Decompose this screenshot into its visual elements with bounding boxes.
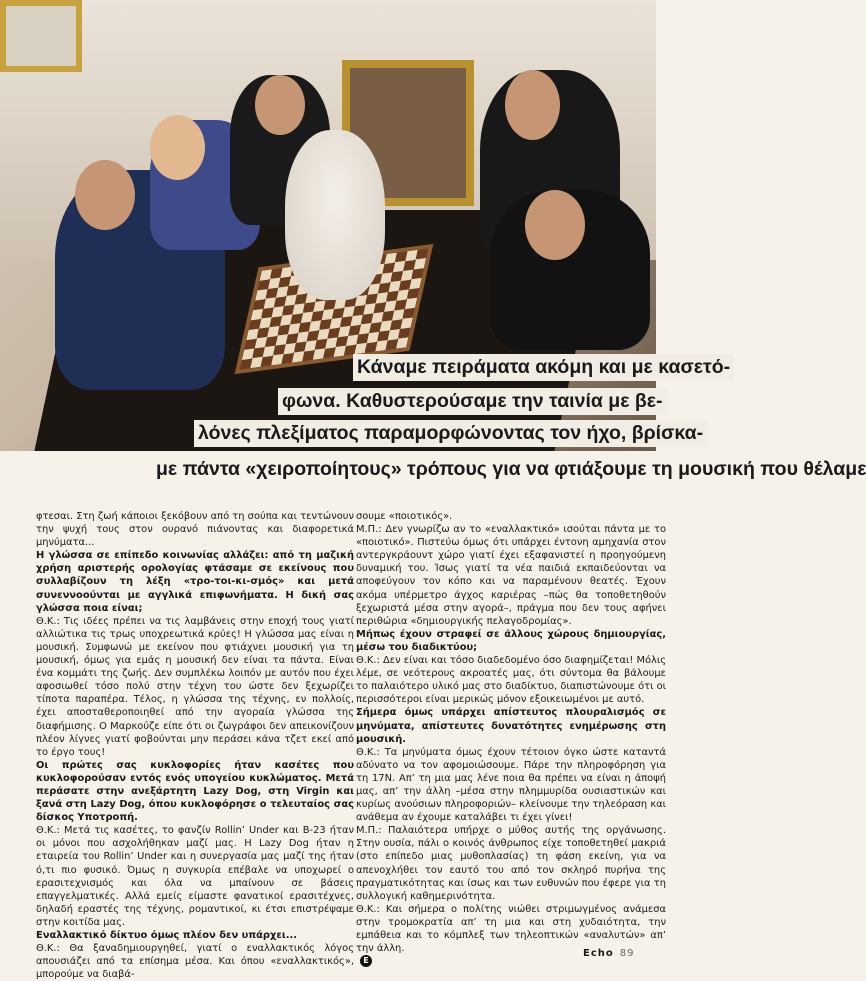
interview-question: Εναλλακτικό δίκτυο όμως πλέον δεν υπάρχει... xyxy=(36,930,297,941)
stuffed-rabbit xyxy=(285,130,385,300)
head-1 xyxy=(75,160,135,230)
framed-picture-corner xyxy=(0,0,82,72)
paragraph: Θ.Κ.: Θα ξαναδημιουργηθεί, γιατί ο εναλλακτικός λόγος απουσιάζει από τα επίσημα μέσα. Και όπου «εναλλακτικός», μπορούμε να διαβά- xyxy=(36,943,354,981)
interview-question: Σήμερα όμως υπάρχει απίστευτος πλουραλισμός σε μηνύματα, απίστευτες δυνατότητες ενημέρωσης στη μουσική. xyxy=(356,707,666,745)
paragraph: Θ.Κ.: Τα μηνύματα όμως έχουν τέτοιον όγκο ώστε καταντά αδύνατο να τον αφομοιώσουμε. Πάρε την πληροφόρηση για τη 17Ν. Απ’ τη μια μας λένε ποια θα πρέπει να είναι η άποψή μας, απ’ την άλλη –μέσα στην πλημμυρίδα ουσιαστικών και κυρίως ανούσιων πληροφοριών– κλείνουμε την τηλεόραση και ανάθεμα αν έχουμε καταλάβει τι έχει γίνει! xyxy=(356,746,666,824)
interview-question: Μήπως έχουν στραφεί σε άλλους χώρους δημιουργίας, μέσω του διαδικτύου; xyxy=(356,628,666,653)
left-column xyxy=(36,510,354,981)
pull-quote-line: Κάναμε πειράματα ακόμη και με κασετό- xyxy=(353,354,734,381)
pull-quote-line: φωνα. Καθυστερούσαμε την ταινία με βε- xyxy=(278,388,667,415)
head-4 xyxy=(505,70,560,140)
head-5 xyxy=(525,190,585,260)
interview-question: Η γλώσσα σε επίπεδο κοινωνίας αλλάζει: από τη μαζική χρήση αριστερής ορολογίας φτάσαμε σε εκείνους που συλλαβίζουν τη λέξη «τρο-τοι-κι-σμός» και μετά συνεννοούνται με αγγλικά επιφωνήματα. Η δική σας γλώσσα ποια είναι; xyxy=(36,550,354,614)
head-3 xyxy=(255,75,305,135)
pull-quote-line: με πάντα «χειροποίητους» τρόπους για να φτιάξουμε τη μουσική που θέλαμε xyxy=(156,458,866,480)
paragraph: σουμε «ποιοτικός». xyxy=(356,511,453,522)
paragraph: Μ.Π.: Παλαιότερα υπήρχε ο μύθος αυτής της οργάνωσης. Στην ουσία, πάλι ο κοινός άνθρωπος είχε τοποθετηθεί μακριά (στο επίπεδο μιας μυθοπλασίας) τη φάση εκείνη, για να απενοχλήθει τον εαυτό του από τον σκληρό πυρήνα της πραγματικότητας και ίσως και των ευθυνών που έφερε για τη συλλογική καθημερινότητα. xyxy=(356,825,666,902)
pull-quote xyxy=(0,348,866,488)
paragraph: Θ.Κ.: Και σήμερα ο πολίτης νιώθει στριμωγμένος ανάμεσα στην τρομοκρατία απ’ τη μια και στη χυδαιότητα, την εμπάθεια και το κόμπλεξ των τηλεοπτικών «αναλυτών» απ’ την άλλη. xyxy=(356,903,666,955)
paragraph: Μ.Π.: Δεν γνωρίζω αν το «εναλλακτικό» ισούται πάντα με το «ποιοτικό». Πιστεύω όμως ότι υπάρχει έντονη αμηχανία στον αντεργκράουντ χώρο γιατί έχει εξαφανιστεί η προηγούμενη δυναμική του. Ίσως γιατί τα νέα παιδιά εκπαιδεύονται να αποφεύγουν τον κόπο και να παραμένουν θεατές. Έχουν ακόμα υπέρμετρο άγχος καριέρας –πώς θα τοποθετηθούν ξεχωριστά μέσα στην αγορά–, πράγμα που δεν τους αφήνει περιθώρια «δημιουργικής πελαγοδρομίας». xyxy=(356,524,666,627)
paragraph: φτεσαι. Στη ζωή κάποιοι ξεκόβουν από τη σούπα και τεντώνουν την ψυχή τους στον ουρανό πιάνοντας και διαφορετικά μηνύματα... xyxy=(36,511,354,549)
interview-question: Οι πρώτες σας κυκλοφορίες ήταν κασέτες που κυκλοφορούσαν εντός ενός υπογείου κυκλώματος. Μετά περάσατε στην ανεξάρτητη Lazy Dog, στη Virgin και ξανά στη Lazy Dog, όπου κυκλοφόρησε ο τελευταίος σας δίσκος Υποτροπή. xyxy=(36,759,354,824)
paragraph: Θ.Κ.: Μετά τις κασέτες, το φανζίν Rollin’ Under και Β-23 ήταν οι μόνοι που ασχολήθηκαν μαζί μας. Η Lazy Dog ήταν η εταιρεία του Rollin’ Under και η συνεργασία μας μαζί της ήταν ό,τι πιο φυσικό. Όμως η συγκυρία επέβαλε να υποχωρεί ο ερασιτεχνισμός και όλα να μπαίνουν σε βάσεις επαγγελματικές. Αλλά εμείς είμαστε φανατικοί ερασιτέχνες, δηλαδή εραστές της τέχνης, ρομαντικοί, κι έτσι επιστρέψαμε στην κοιτίδα μας. xyxy=(36,825,354,928)
magazine-name: Echo xyxy=(583,948,614,959)
head-2 xyxy=(150,115,205,180)
paragraph: Θ.Κ.: Δεν είναι και τόσο διαδεδομένο όσο διαφημίζεται! Μόλις λέμε, σε νεότερους ακροατές μας, ότι σύντομα θα βάλουμε το παλαιότερο υλικό μας στο διαδίκτυο, διαπιστώνουμε ότι οι περισσότεροι είναι μερικώς μόνον εξοικειωμένοι με αυτό. xyxy=(356,655,666,706)
right-column xyxy=(356,510,666,968)
paragraph: Θ.Κ.: Τις ιδέες πρέπει να τις λαμβάνεις στην εποχή τους γιατί αλλιώτικα τις τρως υποχρεωτικά κρύες! Η γλώσσα μας είναι η μουσική. Συμφωνώ με εκείνον που φτιάχνει μουσική για τη μουσική, όμως για εμάς η μουσική δεν είναι τα πάντα. Είναι ένα κομμάτι της ζωής. Δεν συμπλέκω λοιπόν με αυτόν που έχει αφοσιωθεί τόσο πολύ στην τέχνη του ώστε δεν ξεχωρίζει τίποτα παραπέρα. Τέλος, η γλώσσα της τέχνης, εν πολλοίς, έχει αποσταθεροποιηθεί από την αγοραία γλώσσα της διαφήμισης. Ο Μαρκούζε είπε ότι οι ζωγράφοι δεν απεικονίζουν πλέον λίγνες γιατί φοβούνται μην περάσει κάνα τζετ εκεί από το έργο τους! xyxy=(36,615,354,758)
page-number: 89 xyxy=(619,948,635,959)
end-mark-icon: E xyxy=(360,955,372,967)
pull-quote-line: λόνες πλεξίματος παραμορφώνοντας τον ήχο, βρίσκα- xyxy=(194,420,707,447)
page-footer xyxy=(583,948,634,959)
